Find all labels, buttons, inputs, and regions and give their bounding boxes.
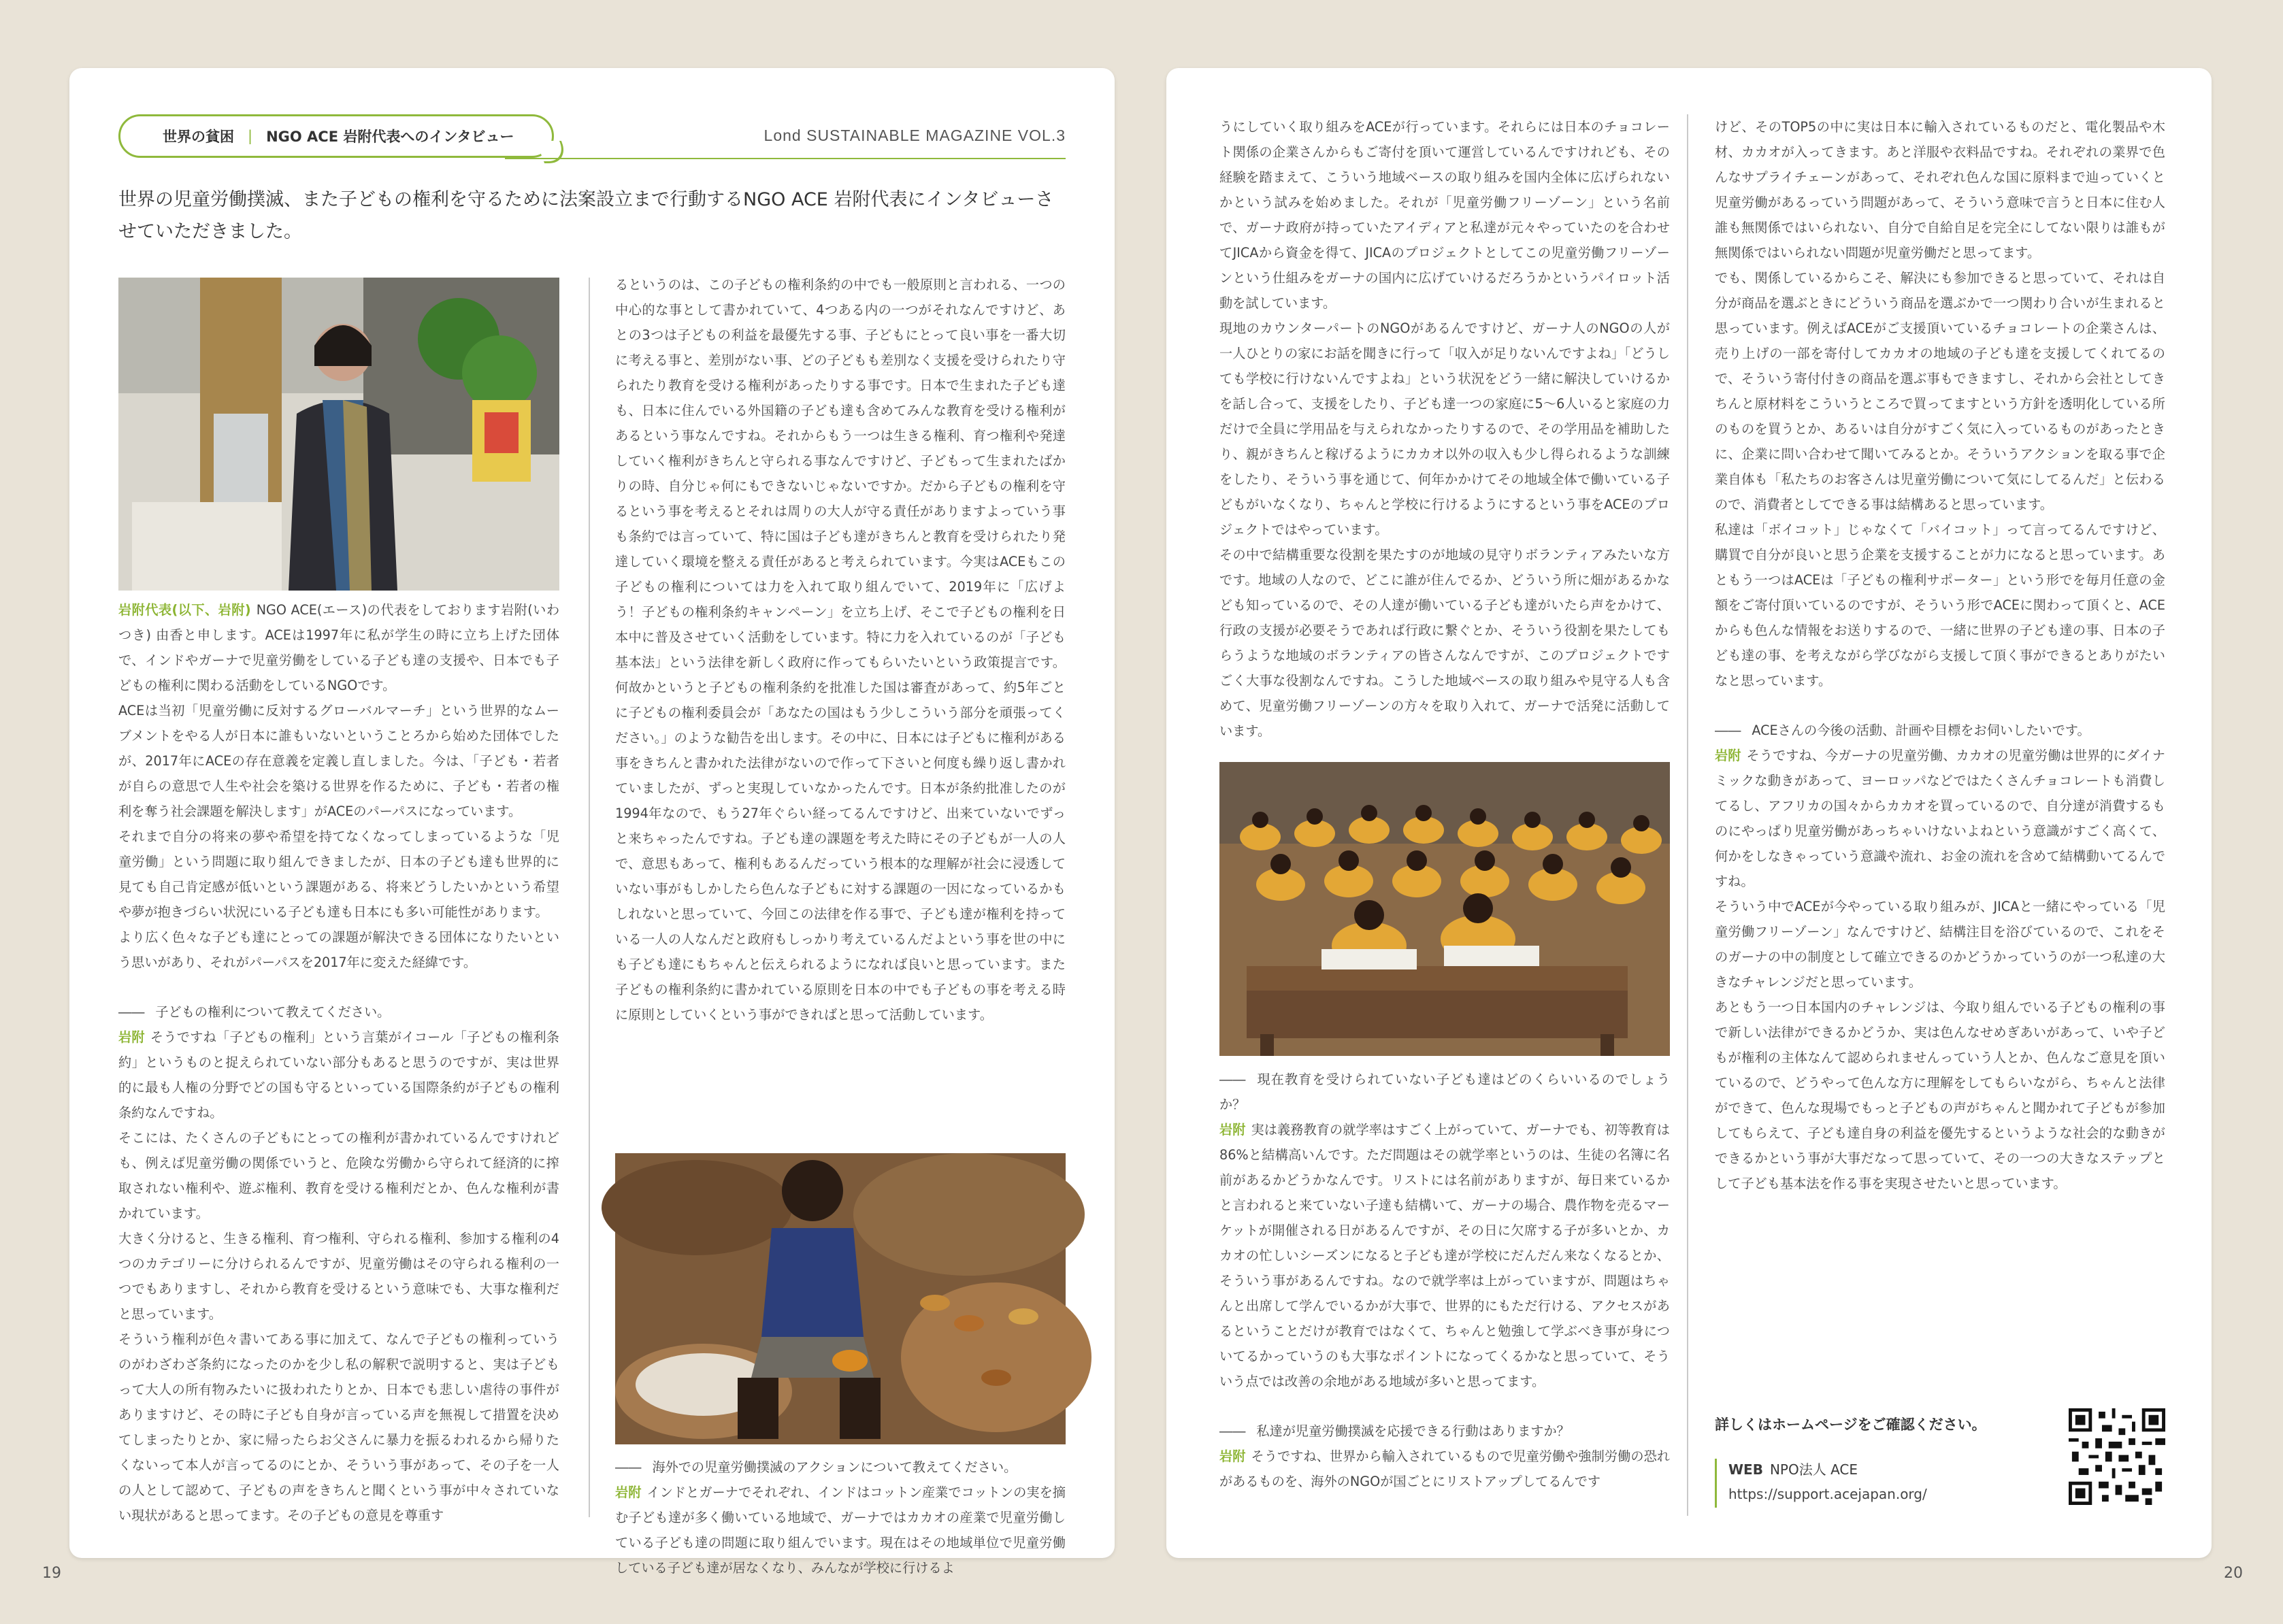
- paragraph: そういう中でACEが今やっている取り組みが、JICAと一緒にやっている「児童労働フリーゾーン」なんですけど、結構注目を浴びているので、これをそのガーナの中の制度として確立できるのかどうかっていうのが一つ私達の大きなチャレンジだと思っています。: [1715, 899, 2165, 990]
- column-2-continued: [615, 1455, 1066, 1580]
- paragraph: あともう一つ日本国内のチャレンジは、今取り組んでいる子どもの権利の事で新しい法律ができるかどうか、実は色んなせめぎあいがあって、いや子どもが権利の主体なんて認められませんっていう人とか、色んなご意見を頂いているので、どうやって色んな方に理解をしてもらいながら、ちゃんと法律ができて、色んな現場でもっと子どもの声がちゃんと聞かれて子どもが参加してもらえて、子ども達自身の利益を優先するというような社会的な動きができるかという事が大事だなって思っていて、その一つの大きなステップとして子ども基本法を作る事を実現させたいと思っています。: [1715, 999, 2165, 1191]
- column-2: [615, 272, 1066, 1027]
- web-org-name: NPO法人 ACE: [1769, 1461, 1858, 1478]
- speech-bubble-tail-icon: [536, 141, 570, 163]
- web-info-title: 詳しくはホームページをご確認ください。: [1715, 1416, 1986, 1433]
- speaker-label: 岩附: [1219, 1448, 1246, 1464]
- interview-question: ―― 子どもの権利について教えてください。: [118, 1004, 391, 1020]
- paragraph: そういう権利が色々書いてある事に加えて、なんで子どもの権利っていうのがわざわざ条約になったのかを少し私の解釈で説明すると、実は子どもって大人の所有物みたいに扱われたりとか、日本でも悲しい虐待の事件がありますけど、その時に子ども自身が言っている声を無視して措置を決めてしまったりとか、家に帰ったらお父さんに暴力を振るわれるから帰りたくないって本人が言ってるのにとか、そういう事があって、その子を一人の人として認めて、子どもの声をきちんと聞くという事が中々されていない現状があると思ってます。その子どもの意見を尊重す: [118, 1331, 559, 1523]
- page-number-right: 20: [2224, 1565, 2243, 1582]
- column-divider: [1687, 114, 1688, 1516]
- answer-text: インドとガーナでそれぞれ、インドはコットン産業でコットンの実を摘む子ども達が多く働いている地域で、ガーナではカカオの産業で児童労働している子ども達の問題に取り組んでいます。現在はその地域単位で児童労働している子ども達が居なくなり、みんなが学校に行けるよ: [615, 1485, 1066, 1576]
- page-number-left: 19: [42, 1565, 61, 1582]
- answer-text: 実は義務教育の就学率はすごく上がっていて、ガーナでも、初等教育は86%と結構高いんです。ただ問題はその就学率というのは、生徒の名簿に名前があるかどうかなんです。リストには名前がありますが、毎日来ているかと言われると来ていない子達も結構いて、ガーナの場合、農作物を売るマーケットが開催される日があるんですが、その日に欠席する子が多いとか、カカオの忙しいシーズンになると子ども達が学校にだんだん来なくなるとか、そういう事があるんですね。なので就学率は上がっていますが、問題はちゃんと出席して学んでいるかが大事で、世界的にもただ行ける、アクセスがあるということだけが教育ではなくて、ちゃんと勉強して学ぶべき事が身についてるかっていうのも大事なポイントになってくるかなと思っていて、そういう点では改善の余地がある地域が多いと思ってます。: [1219, 1122, 1670, 1389]
- classroom-illustration: [1219, 762, 1670, 1056]
- header-rule: [505, 158, 1066, 159]
- right-page: [1166, 68, 2212, 1558]
- speaker-label: 岩附代表(以下、岩附): [118, 602, 251, 618]
- paragraph: ACEは当初「児童労働に反対するグローバルマーチ」という世界的なムーブメントをやる人が日本に誰もいないということろから始めた団体でしたが、2017年にACEの存在意義を定義し直しました。今は、「子ども・若者が自らの意思で人生や社会を築ける世界を作るために、子ども・若者の権利を奪う社会課題を解決します」がACEのパーパスになっています。: [118, 703, 559, 819]
- section-subtitle: NGO ACE 岩附代表へのインタビュー: [266, 129, 514, 145]
- web-label: WEB: [1728, 1461, 1763, 1478]
- section-title: 世界の貧困: [163, 129, 234, 145]
- magazine-title: Lond SUSTAINABLE MAGAZINE VOL.3: [763, 127, 1066, 144]
- column-3-continued: [1219, 1067, 1670, 1494]
- photo-interview-portrait: [118, 278, 559, 591]
- photo-classroom: [1219, 762, 1670, 1056]
- paragraph: そこには、たくさんの子どもにとっての権利が書かれているんですけれども、例えば児童労働の関係でいうと、危険な労働から守られて経済的に搾取されない権利や、遊ぶ権利、教育を受ける権利だとか、色んな権利が書かれています。: [118, 1130, 559, 1221]
- section-header: [118, 114, 554, 158]
- header-separator: |: [248, 128, 253, 144]
- web-info-box: [1715, 1402, 2165, 1524]
- speaker-label: 岩附: [118, 1029, 145, 1045]
- paragraph: でも、関係しているからこそ、解決にも参加できると思っていて、それは自分が商品を選ぶときにどういう商品を選ぶかで一つ関わり合いが生まれると思っています。例えばACEがご支援頂いているチョコレートの企業さんは、売り上げの一部を寄付してカカオの地域の子ども達を支援してくれてるので、そういう寄付付きの商品を選ぶ事もできますし、それから会社としてきちんと原材料をこういうところで買ってますという方針を透明化している所のものを買うとか、あるいは自分がすごく気に入っているものがあったときに、企業に問い合わせて聞いてみるとか。そういうアクションを取る事で企業自体も「私たちのお客さんは児童労働について気にしてるんだ」と伝わるので、消費者としてできる事は結構あると思っています。: [1715, 270, 2165, 512]
- left-page: [69, 68, 1115, 1576]
- interview-question: ―― 私達が児童労働撲滅を応援できる行動はありますか？: [1219, 1423, 1570, 1439]
- column-3: [1219, 114, 1670, 744]
- paragraph: 大きく分けると、生きる権利、育つ権利、守られる権利、参加する権利の4つのカテゴリーに分けられるんですが、児童労働はその守られる権利の一つでもありますし、それから教育を受けるという意味でも、大事な権利だと思っています。: [118, 1231, 559, 1322]
- web-info-org-line: [1728, 1459, 1858, 1478]
- web-info-divider: [1715, 1459, 1717, 1508]
- column-4: [1715, 114, 2165, 1196]
- paragraph: より広く色々な子ども達にとっての課題が解決できる団体になりたいという思いがあり、それがパーパスを2017年に変えた経緯です。: [118, 929, 559, 970]
- interview-question: ―― ACEさんの今後の活動、計画や目標をお伺いしたいです。: [1715, 723, 2090, 738]
- speaker-label: 岩附: [1219, 1122, 1246, 1138]
- interview-question: ―― 現在教育を受けられていない子ども達はどのくらいいるのでしょうか？: [1219, 1072, 1670, 1112]
- answer-text: そうですね、世界から輸入されているもので児童労働や強制労働の恐れがあるものを、海外のNGOが国ごとにリストアップしてるんです: [1219, 1448, 1671, 1489]
- interview-question: ―― 海外での児童労働撲滅のアクションについて教えてください。: [615, 1459, 1017, 1475]
- portrait-illustration: [118, 278, 559, 591]
- qr-code-icon[interactable]: [2069, 1408, 2165, 1505]
- paragraph: るというのは、この子どもの権利条約の中でも一般原則と言われる、一つの中心的な事として書かれていて、4つある内の一つがそれなんですけど、あとの3つは子どもの利益を最優先する事、子どもにとって良い事を一番大切に考える事と、差別がない事、どの子どもも差別なく支援を受けられたり守られたり教育を受ける権利があったりする事です。日本で生まれた子ども達も、日本に住んでいる外国籍の子ども達も含めてみんな教育を受ける権利があるという事なんですね。それからもう一つは生きる権利、育つ権利や発達していく権利がきちんと守られる事なんですけど、子どもって生まれたばかりの時、自分じゃ何にもできないじゃないですか。だから子どもの権利を守るという事を考えるとそれは周りの大人が守る責任がありますよっていう事も条約では言っていて、特に国は子ども達がきちんと教育を受けられたり発達していく環境を整える責任があると考えられています。今実はACEもこの子どもの権利については力を入れて取り組んでいて、2019年に「広げよう！子どもの権利条約キャンペーン」を立ち上げ、そこで子どもの権利を日本中に普及させていく活動をしています。特に力を入れているのが「子ども基本法」という法律を新しく政府に作ってもらいたいという政策提言です。何故かというと子どもの権利条約を批准した国は審査があって、約5年ごとに子どもの権利委員会が「あなたの国はもう少しこういう部分を頑張ってください。」のような勧告を出します。その中に、日本には子どもに権利がある事をきちんと書かれた法律がないので作って下さいと何度も繰り返し書かれていましたが、ずっと実現していなかったんです。日本が条約批准したのが1994年なので、もう27年ぐらい経ってるんですけど、出来ていないでずっと来ちゃったんですね。子ども達の課題を考えた時にその子どもが一人の人で、意思もあって、権利もあるんだっていう根本的な理解が社会に浸透していない事がもしかしたら色んな子どもに対する課題の一因になっているかもしれないと思っていて、今回この法律を作る事で、子ども達が権利を持っている一人の人なんだと政府もしっかり考えているんだよという事を世の中にも子ども達にもちゃんと伝えられるようになれば良いと思っています。また子どもの権利条約に書かれている原則を日本の中でも子どもの事を考える時に原則としていくという事ができればと思って活動しています。: [615, 277, 1066, 1023]
- paragraph: 私達は「ボイコット」じゃなくて「バイコット」って言ってるんですけど、購買で自分が良いと思う企業を支援することが力になると思っています。あともう一つはACEは「子どもの権利サポーター」という形でを毎月任意の金額をご寄付頂いているのですが、そういう形でACEに関わって頂くと、ACEからも色んな情報をお送りするので、一緒に世界の子ども達の事、日本の子ども達の事、を考えながら学びながら支援して頂く事ができるとありがたいなと思っています。: [1715, 522, 2165, 689]
- paragraph: 現地のカウンターパートのNGOがあるんですけど、ガーナ人のNGOの人が一人ひとりの家にお話を聞きに行って「収入が足りないんですよね」「どうしても学校に行けないんですよね」という状況をどう一緒に解決していけるかを話し合って、支援をしたり、子ども達一つの家庭に5〜6人いると家庭の力だけで全員に学用品を与えられなかったりするので、その学用品を補助したり、親がきちんと稼げるようにカカオ以外の収入も少し得られるような訓練をしたり、そういう事を通じて、何年かかけてその地域全体で働いている子どもがいなくなり、ちゃんと学校に行けるようにするという事をACEのプロジェクトではやっています。: [1219, 320, 1670, 537]
- lead-paragraph: 世界の児童労働撲滅、また子どもの権利を守るために法案設立まで行動するNGO ACE 岩附代表にインタビューさせていただきました。: [118, 189, 1054, 242]
- photo-cacao-child: [615, 1153, 1066, 1444]
- paragraph: それまで自分の将来の夢や希望を持てなくなってしまっているような「児童労働」という問題に取り組んできましたが、日本の子ども達も世界的に見ても自己肯定感が低いという課題がある、将来どうしたいかという希望や夢が抱きづらい状況にいる子ども達も日本にも多い可能性があります。: [118, 829, 559, 920]
- web-url-link[interactable]: https://support.acejapan.org/: [1728, 1486, 1927, 1502]
- speaker-label: 岩附: [615, 1485, 642, 1500]
- paragraph: けど、そのTOP5の中に実は日本に輸入されているものだと、電化製品や木材、カカオが入ってきます。あと洋服や衣料品ですね。それぞれの業界で色んなサプライチェーンがあって、それぞれ色んな国に原料まで辿っていくと児童労働があるっていう問題があって、そういう意味で言うと日本に住む人誰も無関係ではいられない、自分で自給自足を完全にしてない限りは誰もが無関係ではいられない問題が児童労働だと思ってます。: [1715, 119, 2165, 261]
- answer-text: そうですね「子どもの権利」という言葉がイコール「子どもの権利条約」というものと捉えられていない部分もあると思うのですが、実は世界的に最も人権の分野でどの国も守るといっている国際条約が子どもの権利条約なんですね。: [118, 1029, 559, 1121]
- paragraph: その中で結構重要な役割を果たすのが地域の見守りボランティアみたいな方です。地域の人なので、どこに誰が住んでるか、どういう所に畑があるかなども知っているので、その人達が働いている子ども達がいたら声をかけて、行政の支援が必要そうであれば行政に繋ぐとか、そういう役割を果たしてもらうような地域のボランティアの皆さんなんですが、このプロジェクトですごく大事な役割なんですね。こうした地域ベースの取り組みや見守る人も含めて、児童労働フリーゾーンの方々を取り入れて、ガーナで活発に活動しています。: [1219, 547, 1670, 739]
- speaker-label: 岩附: [1715, 748, 1741, 763]
- intro-text: NGO ACE(エース)の代表をしております岩附(いわつき) 由香と申します。ACEは1997年に私が学生の時に立ち上げた団体で、インドやガーナで児童労働をしている子ども達の支援や、日本でも子どもの権利に関わる活動をしているNGOです。: [118, 602, 560, 693]
- column-divider: [589, 278, 590, 1517]
- cacao-illustration: [615, 1153, 1066, 1444]
- paragraph: うにしていく取り組みをACEが行っています。それらには日本のチョコレート関係の企業さんからもご寄付を頂いて運営しているんですけれども、その経験を踏まえて、こういう地域ベースの取り組みを国内全体に広げられないかという試みを始めました。それが「児童労働フリーゾーン」という名前で、ガーナ政府が持っていたアイディアと私達が元々やっていたのを合わせてJICAから資金を得て、JICAのプロジェクトとしてこの児童労働フリーゾーンという仕組みをガーナの国内に広げていけるだろうかというパイロット活動を試しています。: [1219, 119, 1670, 311]
- column-1: [118, 597, 559, 1528]
- answer-text: そうですね、今ガーナの児童労働、カカオの児童労働は世界的にダイナミックな動きがあって、ヨーロッパなどではたくさんチョコレートも消費してるし、アフリカの国々からカカオを買っているので、自分達が消費するものにやっぱり児童労働があっちゃいけないよねという意識がすごく高くて、何かをしなきゃっていう意識や流れ、お金の流れを含めて結構動いてるんですね。: [1715, 748, 2165, 889]
